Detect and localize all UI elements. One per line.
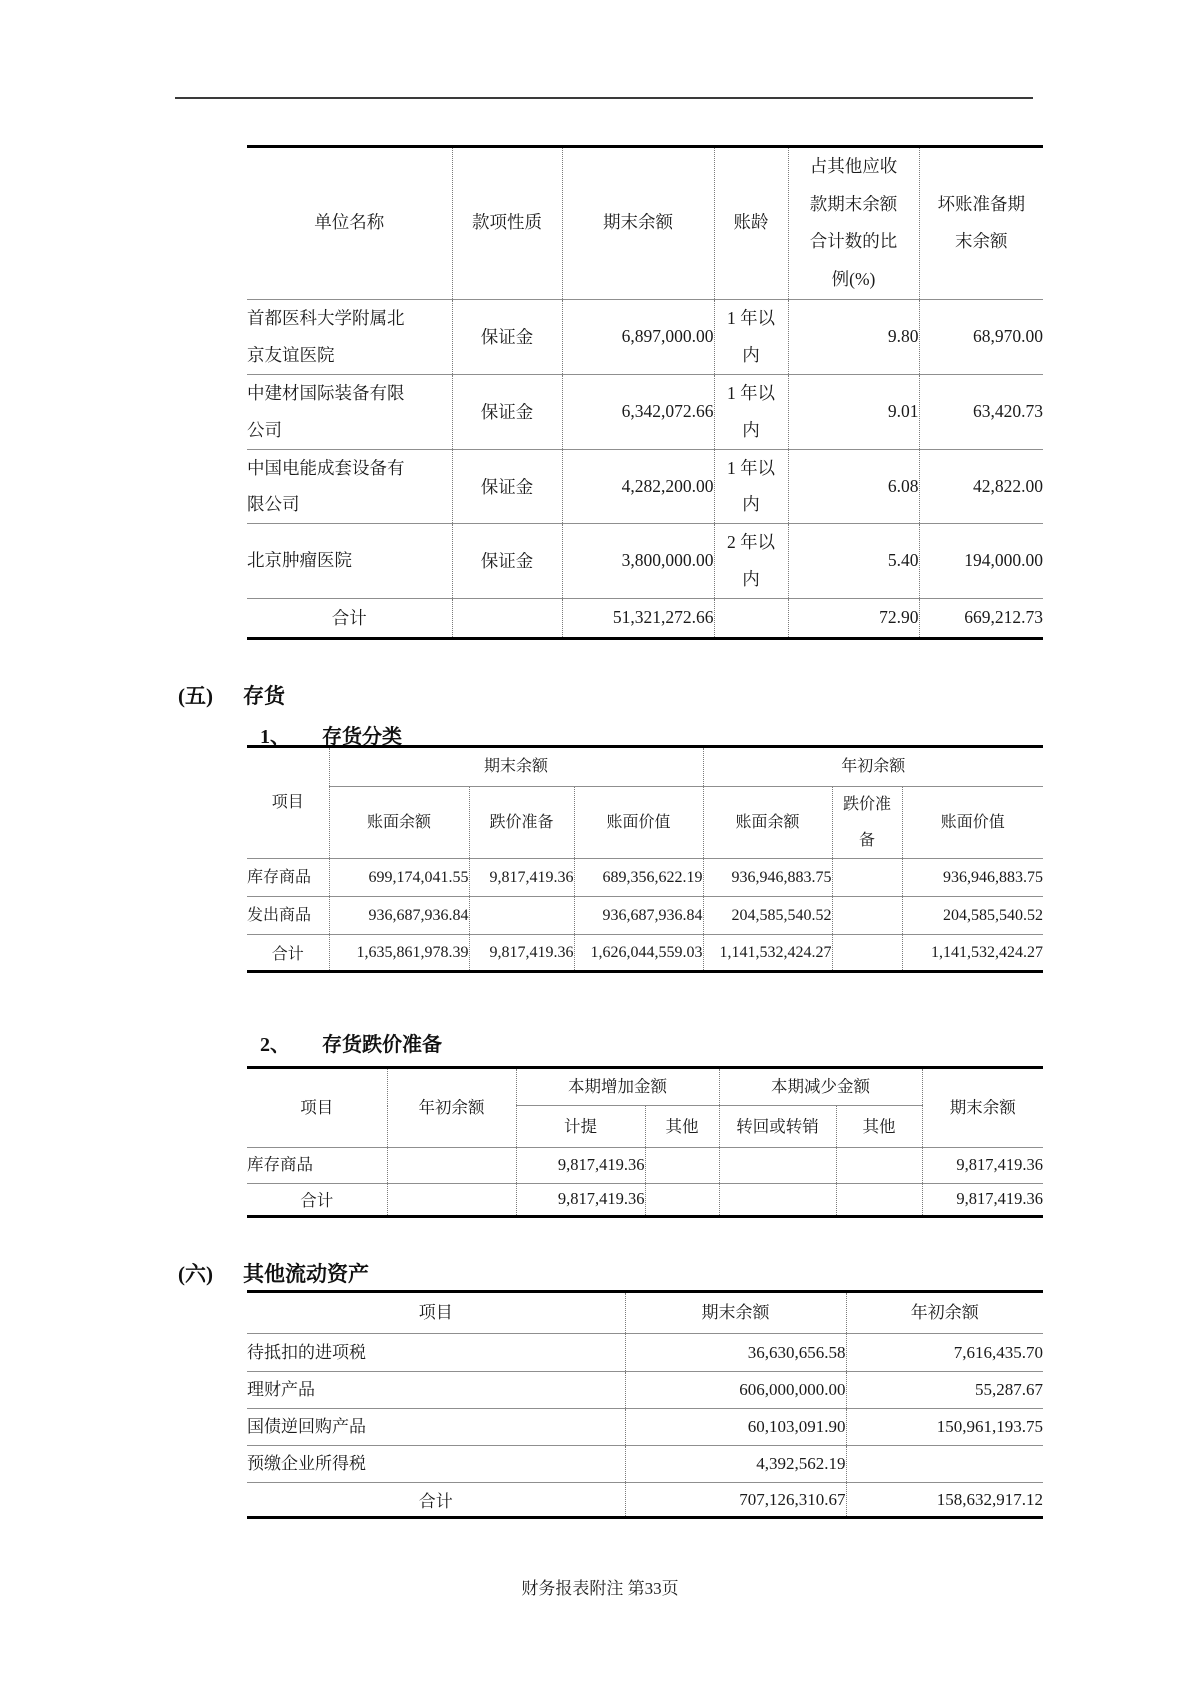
total-label: 合计 <box>247 598 452 638</box>
cell-ratio: 6.08 <box>788 449 919 524</box>
unit-name-text: 中国电能成套设备有限公司 <box>247 457 405 515</box>
cell-closing-impairment <box>469 897 574 935</box>
cell-closing-balance: 606,000,000.00 <box>625 1372 846 1409</box>
cell-closing-balance: 4,282,200.00 <box>562 449 714 524</box>
table-total-row <box>247 598 1043 638</box>
table-row <box>247 1409 1043 1446</box>
header-impairment-text: 跌价准备 <box>842 796 891 849</box>
page-header-rule <box>175 97 1033 99</box>
header-book-value: 账面价值 <box>574 787 703 859</box>
total-label: 合计 <box>247 1483 625 1518</box>
other-receivables-table <box>247 145 1043 640</box>
cell-closing-book-value: 936,687,936.84 <box>574 897 703 935</box>
table-header-row <box>247 147 1043 300</box>
header-item: 项目 <box>247 747 329 859</box>
empty-cell <box>714 598 788 638</box>
cell-nature: 保证金 <box>452 299 562 374</box>
header-bad-debt <box>919 147 1043 300</box>
cell-other <box>836 1148 922 1184</box>
cell-item: 待抵扣的进项税 <box>247 1334 625 1372</box>
cell-opening-balance: 7,616,435.70 <box>846 1334 1043 1372</box>
header-group-closing: 期末余额 <box>329 747 703 787</box>
cell-bad-debt: 63,420.73 <box>919 374 1043 449</box>
header-book-balance: 账面余额 <box>703 787 832 859</box>
table-row <box>247 1334 1043 1372</box>
cell-unit-name <box>247 524 452 599</box>
cell-ratio: 9.80 <box>788 299 919 374</box>
total-other <box>836 1183 922 1216</box>
total-bad-debt: 669,212.73 <box>919 598 1043 638</box>
cell-closing-balance: 3,800,000.00 <box>562 524 714 599</box>
total-opening-book-balance: 1,141,532,424.27 <box>703 935 832 972</box>
cell-aging <box>714 449 788 524</box>
cell-item: 库存商品 <box>247 859 329 897</box>
header-accrual: 计提 <box>516 1106 645 1148</box>
cell-opening-balance: 55,287.67 <box>846 1372 1043 1409</box>
aging-text: 1 年以内 <box>726 457 776 515</box>
table-header-row <box>247 1068 1043 1106</box>
cell-bad-debt: 42,822.00 <box>919 449 1043 524</box>
total-opening-balance <box>387 1183 516 1216</box>
section-title: 存货 <box>243 684 285 708</box>
unit-name-text: 北京肿瘤医院 <box>247 550 352 571</box>
table-row <box>247 1446 1043 1483</box>
header-item: 项目 <box>247 1068 387 1148</box>
total-opening-balance: 158,632,917.12 <box>846 1483 1043 1518</box>
header-other: 其他 <box>836 1106 922 1148</box>
cell-unit-name <box>247 449 452 524</box>
table-row <box>247 1148 1043 1184</box>
cell-opening-balance <box>387 1148 516 1184</box>
header-book-balance: 账面余额 <box>329 787 469 859</box>
section-heading-other-current-assets <box>178 1258 369 1288</box>
table-subheader-row <box>247 787 1043 859</box>
table-row <box>247 859 1043 897</box>
aging-text: 2 年以内 <box>726 532 776 589</box>
header-book-value: 账面价值 <box>902 787 1043 859</box>
table-total-row <box>247 935 1043 972</box>
cell-ratio: 5.40 <box>788 524 919 599</box>
section-number: (五) <box>178 684 213 708</box>
header-aging: 账龄 <box>714 147 788 300</box>
cell-unit-name <box>247 374 452 449</box>
table-total-row <box>247 1483 1043 1518</box>
total-closing-book-balance: 1,635,861,978.39 <box>329 935 469 972</box>
total-closing-balance: 707,126,310.67 <box>625 1483 846 1518</box>
cell-closing-balance: 6,342,072.66 <box>562 374 714 449</box>
total-closing-balance: 51,321,272.66 <box>562 598 714 638</box>
unit-name-text: 中建材国际装备有限公司 <box>247 382 405 440</box>
cell-unit-name <box>247 299 452 374</box>
header-closing-balance: 期末余额 <box>922 1068 1043 1148</box>
section-heading-inventory <box>178 680 285 710</box>
subsection-number: 2、 <box>260 1034 290 1056</box>
aging-text: 1 年以内 <box>726 382 776 440</box>
empty-cell <box>452 598 562 638</box>
header-impairment: 跌价准备 <box>469 787 574 859</box>
table-total-row <box>247 1183 1043 1216</box>
header-ratio-text: 占其他应收款期末余额合计数的比例(%) <box>809 156 898 289</box>
table-row <box>247 374 1043 449</box>
cell-item: 预缴企业所得税 <box>247 1446 625 1483</box>
total-closing-balance: 9,817,419.36 <box>922 1183 1043 1216</box>
table-row <box>247 524 1043 599</box>
cell-closing-balance: 60,103,091.90 <box>625 1409 846 1446</box>
section-number: (六) <box>178 1262 213 1286</box>
cell-bad-debt: 194,000.00 <box>919 524 1043 599</box>
total-opening-book-value: 1,141,532,424.27 <box>902 935 1043 972</box>
cell-bad-debt: 68,970.00 <box>919 299 1043 374</box>
cell-closing-balance: 4,392,562.19 <box>625 1446 846 1483</box>
header-group-opening: 年初余额 <box>703 747 1043 787</box>
cell-opening-book-balance: 936,946,883.75 <box>703 859 832 897</box>
cell-closing-balance: 6,897,000.00 <box>562 299 714 374</box>
cell-opening-impairment <box>832 859 902 897</box>
cell-item: 理财产品 <box>247 1372 625 1409</box>
cell-closing-impairment: 9,817,419.36 <box>469 859 574 897</box>
subsection-heading-impairment <box>260 1028 442 1057</box>
cell-reversal <box>719 1148 836 1184</box>
cell-aging <box>714 374 788 449</box>
header-other: 其他 <box>645 1106 719 1148</box>
header-unit-name: 单位名称 <box>247 147 452 300</box>
header-reversal: 转回或转销 <box>719 1106 836 1148</box>
cell-opening-balance <box>846 1446 1043 1483</box>
header-group-decrease: 本期减少金额 <box>719 1068 922 1106</box>
total-closing-book-value: 1,626,044,559.03 <box>574 935 703 972</box>
cell-opening-balance: 150,961,193.75 <box>846 1409 1043 1446</box>
cell-nature: 保证金 <box>452 524 562 599</box>
table-header-row <box>247 747 1043 787</box>
table-row <box>247 449 1043 524</box>
cell-opening-impairment <box>832 897 902 935</box>
total-label: 合计 <box>247 1183 387 1216</box>
header-nature: 款项性质 <box>452 147 562 300</box>
table-row <box>247 1372 1043 1409</box>
subsection-title: 存货分类 <box>322 726 402 748</box>
header-item: 项目 <box>247 1292 625 1334</box>
cell-opening-book-value: 204,585,540.52 <box>902 897 1043 935</box>
cell-aging <box>714 299 788 374</box>
total-reversal <box>719 1183 836 1216</box>
total-opening-impairment <box>832 935 902 972</box>
header-closing-balance: 期末余额 <box>625 1292 846 1334</box>
cell-item: 库存商品 <box>247 1148 387 1184</box>
inventory-classification-table <box>247 745 1043 973</box>
other-current-assets-table <box>247 1290 1043 1519</box>
cell-accrual: 9,817,419.36 <box>516 1148 645 1184</box>
cell-opening-book-balance: 204,585,540.52 <box>703 897 832 935</box>
header-group-increase: 本期增加金额 <box>516 1068 719 1106</box>
cell-closing-book-balance: 936,687,936.84 <box>329 897 469 935</box>
total-accrual: 9,817,419.36 <box>516 1183 645 1216</box>
header-opening-balance: 年初余额 <box>846 1292 1043 1334</box>
header-bad-debt-text: 坏账准备期末余额 <box>937 193 1025 252</box>
header-opening-balance: 年初余额 <box>387 1068 516 1148</box>
cell-nature: 保证金 <box>452 374 562 449</box>
aging-text: 1 年以内 <box>726 307 776 365</box>
cell-ratio: 9.01 <box>788 374 919 449</box>
cell-closing-balance: 9,817,419.36 <box>922 1148 1043 1184</box>
header-closing-balance: 期末余额 <box>562 147 714 300</box>
header-impairment <box>832 787 902 859</box>
cell-item: 国债逆回购产品 <box>247 1409 625 1446</box>
cell-closing-balance: 36,630,656.58 <box>625 1334 846 1372</box>
cell-closing-book-balance: 699,174,041.55 <box>329 859 469 897</box>
page-footer: 财务报表附注 第33页 <box>521 1579 679 1598</box>
total-closing-impairment: 9,817,419.36 <box>469 935 574 972</box>
unit-name-text: 首都医科大学附属北京友谊医院 <box>247 307 405 365</box>
total-label: 合计 <box>247 935 329 972</box>
total-ratio: 72.90 <box>788 598 919 638</box>
inventory-impairment-table <box>247 1066 1043 1218</box>
header-ratio <box>788 147 919 300</box>
cell-opening-book-value: 936,946,883.75 <box>902 859 1043 897</box>
cell-closing-book-value: 689,356,622.19 <box>574 859 703 897</box>
table-row <box>247 897 1043 935</box>
cell-other <box>645 1148 719 1184</box>
cell-nature: 保证金 <box>452 449 562 524</box>
table-row <box>247 299 1043 374</box>
subsection-number: 1、 <box>260 726 290 748</box>
total-other <box>645 1183 719 1216</box>
cell-item: 发出商品 <box>247 897 329 935</box>
cell-aging <box>714 524 788 599</box>
table-header-row <box>247 1292 1043 1334</box>
section-title: 其他流动资产 <box>243 1262 369 1286</box>
subsection-title: 存货跌价准备 <box>322 1034 442 1056</box>
